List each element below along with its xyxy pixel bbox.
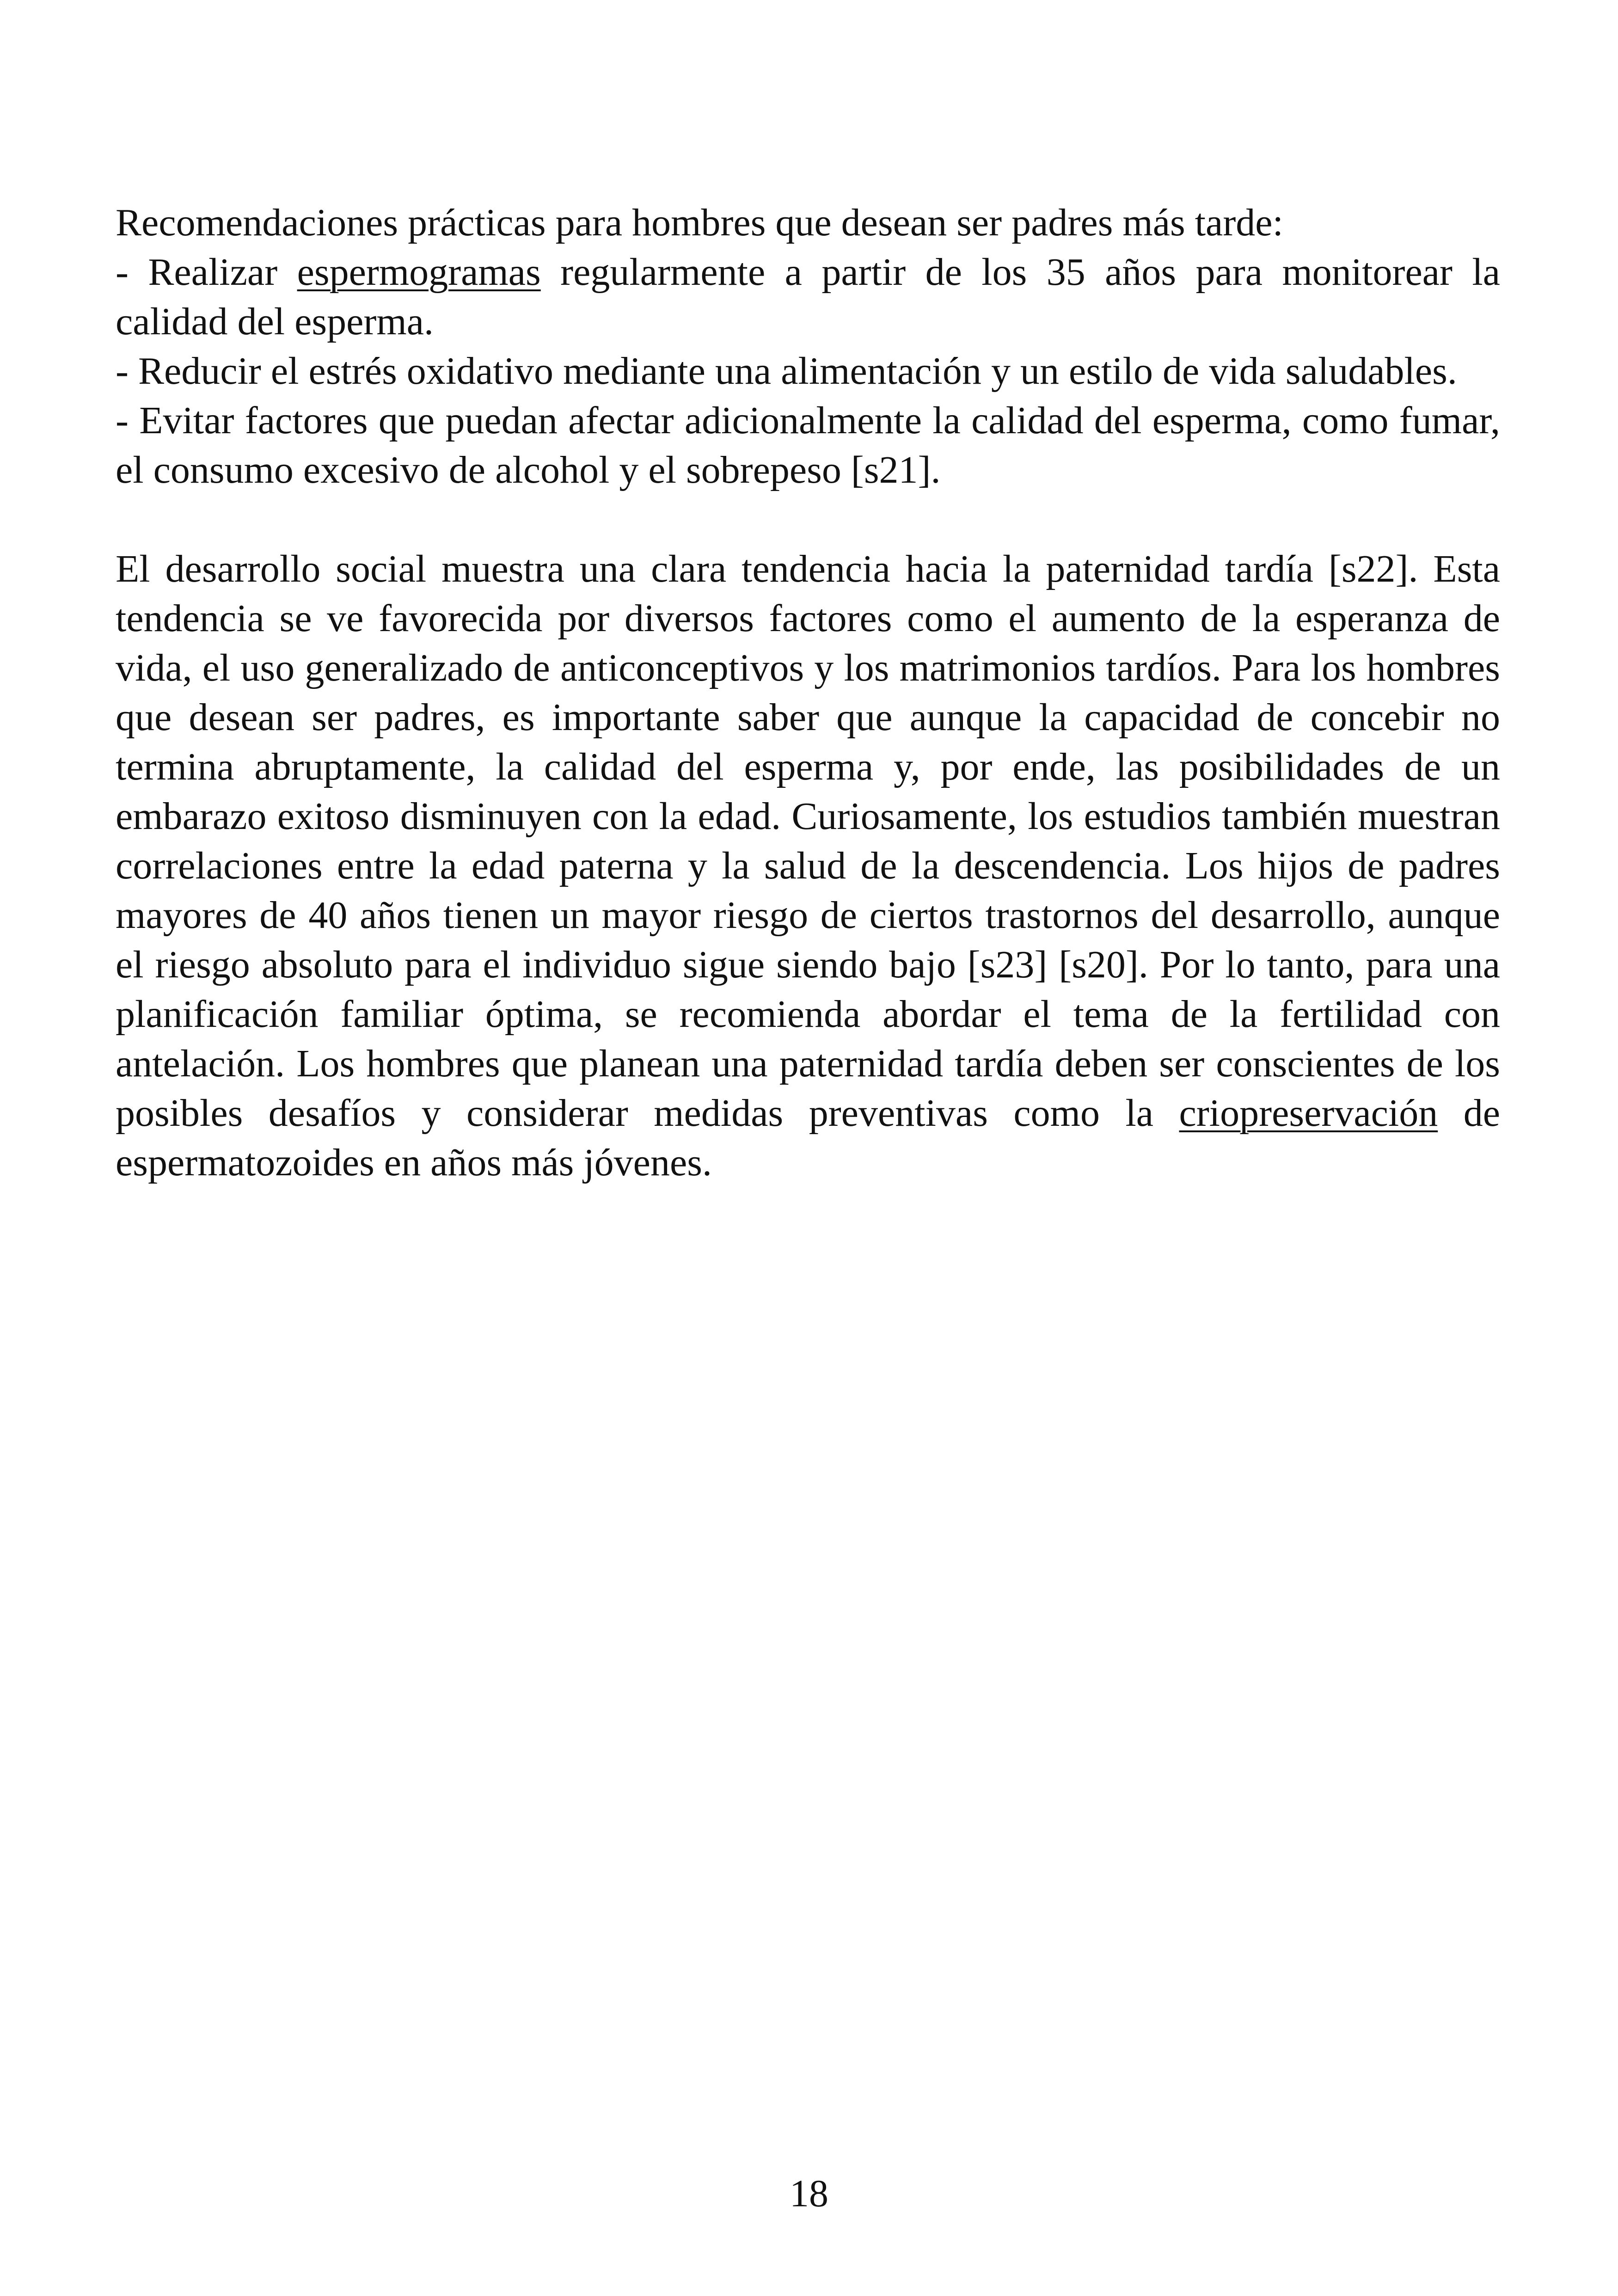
page-number: 18 bbox=[790, 2172, 828, 2215]
recommendation-text: regularmente a partir de los 35 años para monitorear la calidad del esperma. bbox=[116, 251, 1501, 343]
espermogramas-link[interactable]: espermogramas bbox=[297, 251, 541, 294]
page-content bbox=[116, 198, 1500, 1187]
recommendation-item-2: - Reducir el estrés oxidativo mediante una alimentación y un estilo de vida saludables. bbox=[116, 350, 1457, 393]
recommendation-item-1 bbox=[116, 247, 1500, 346]
body-paragraph bbox=[116, 544, 1500, 1187]
paragraph-text-end: de espermatozoides en años más jóvenes. bbox=[116, 1092, 1500, 1184]
recommendation-item-3: - Evitar factores que puedan afectar adicionalmente la calidad del esperma, como fumar, el consumo excesivo de alcohol y el sobrepeso [s21]. bbox=[116, 399, 1500, 491]
recommendation-text: - Realizar bbox=[116, 251, 297, 294]
recommendations-heading: Recomendaciones prácticas para hombres que desean ser padres más tarde: bbox=[116, 201, 1283, 244]
paragraph-text: El desarrollo social muestra una clara tendencia hacia la paternidad tardía [s22]. Esta tendencia se ve favorecida por diversos factores como el aumento de la esperanza de vida, el uso generalizado de anticonceptivos y los matrimonios tardíos. Para los hombres que desean ser padres, es importante saber que aunque la capacidad de concebir no termina abruptamente, la calidad del esperma y, por ende, las posibilidades de un embarazo exitoso disminuyen con la edad. Curiosamente, los estudios también muestran correlaciones entre la edad paterna y la salud de la descendencia. Los hijos de padres mayores de 40 años tienen un mayor riesgo de ciertos trastornos del desarrollo, aunque el riesgo absoluto para el individuo sigue siendo bajo [s23] [s20]. Por lo tanto, para una planificación familiar óptima, se recomienda abordar el tema de la fertilidad con antelación. Los hombres que planean una paternidad tardía deben ser conscientes de los posibles desafíos y considerar medidas preventivas como la bbox=[116, 547, 1500, 1135]
criopreservacion-link[interactable]: criopreservación bbox=[1179, 1092, 1438, 1135]
